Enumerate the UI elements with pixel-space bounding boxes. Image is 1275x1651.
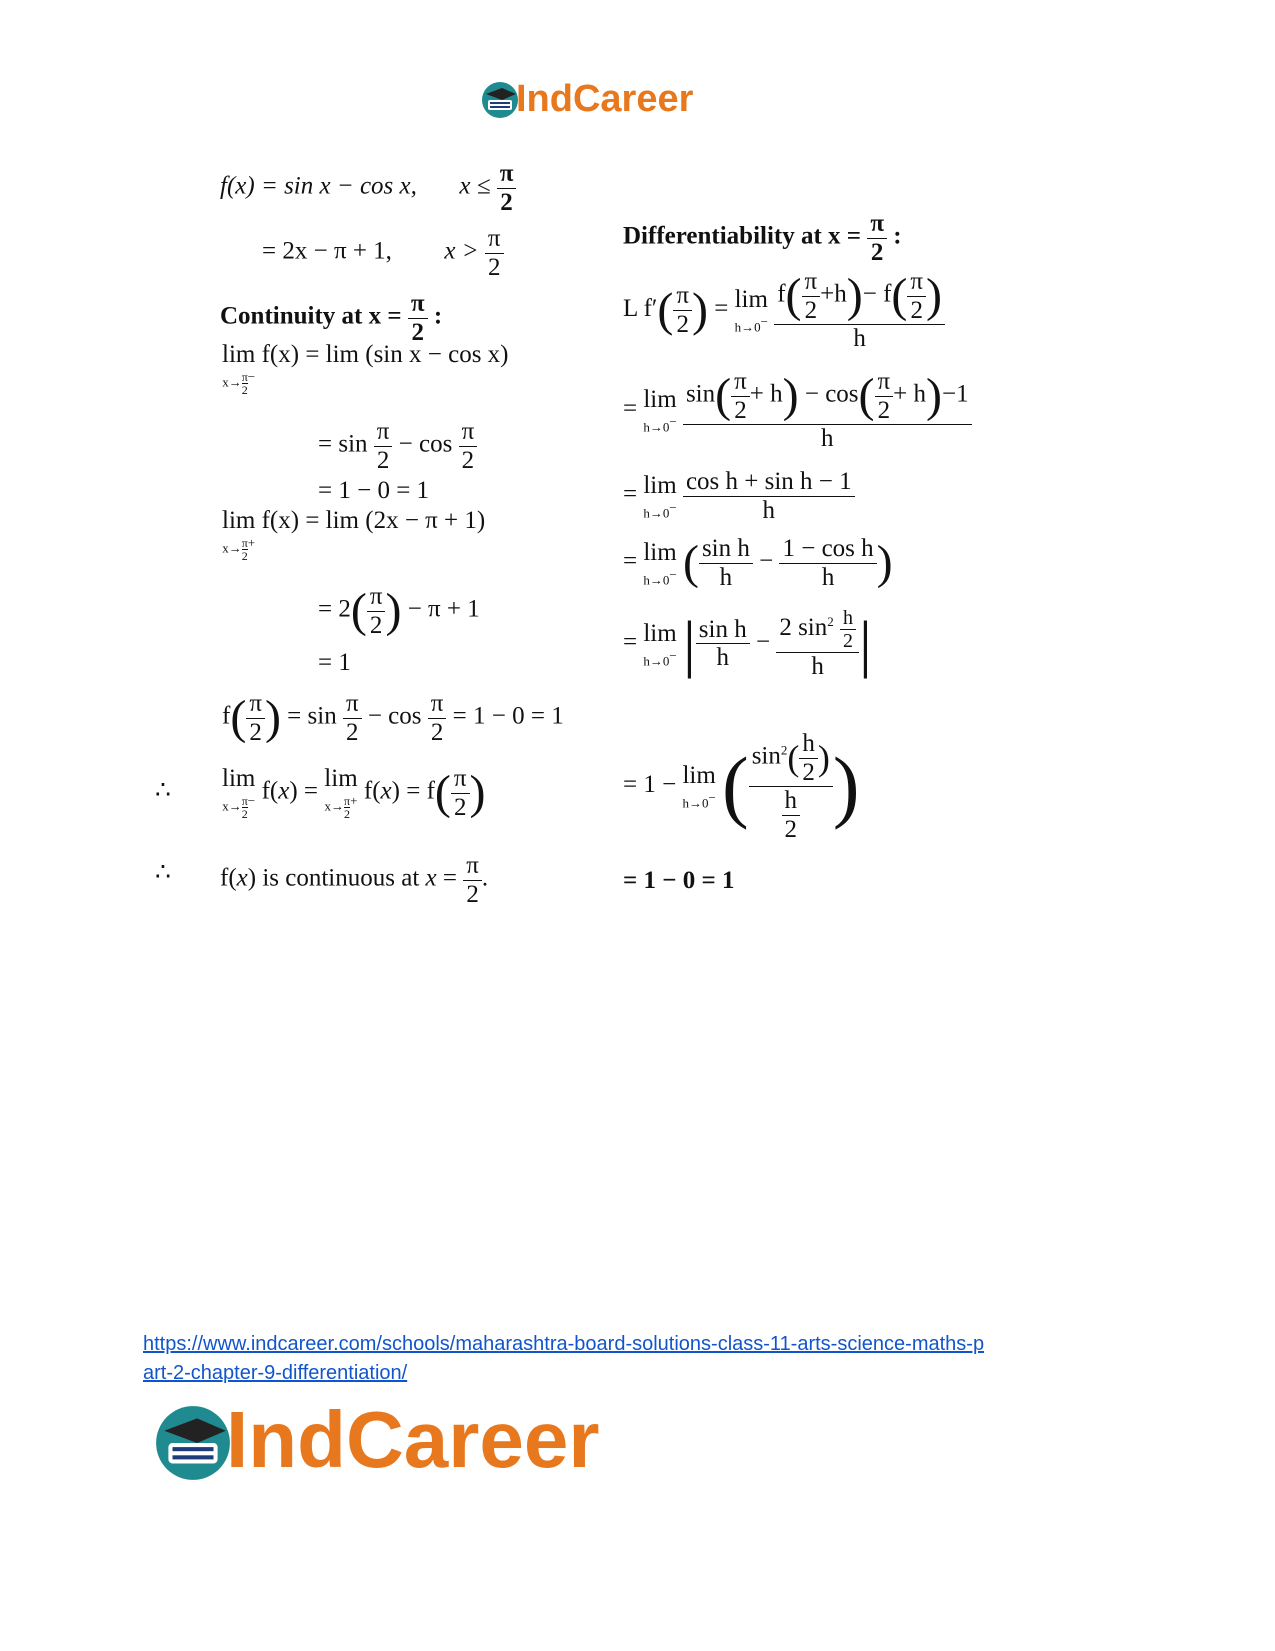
footer-brand-text: IndCareer [226,1395,600,1484]
lhl-step-2: = 1 − 0 = 1 [318,477,430,504]
lhl-step-1: = sin $\frac{\pi}{2}$ − cos $\frac{\pi}{2}$ [318,418,477,474]
continuity-conclusion: f(x) is continuous at x = $\frac{\pi}{2}$ . [220,852,489,908]
therefore-symbol-1: ∴ [155,777,171,804]
rhl-step-1: = 2( $\frac{\pi}{2}$ ) − π + 1 [318,583,480,639]
derivative-step-4: = lim h→0− | $\frac{\text{sin h}}{h}$ − 2 $\sin^2$ $\frac{h}{2}$ h | [623,607,872,680]
source-url-line-1[interactable]: https://www.indcareer.com/schools/maharashtra-board-solutions-class-11-arts-science-maths-p [143,1333,985,1355]
derivative-step-5: = 1 − lim h→0− ( $\sin^2$( $\frac{h}{2}$ ) $\frac{h}{2}$ ) [623,730,860,843]
derivative-step-3: = lim h→0− ( $\frac{\text{sin h}}{h}$ − $\frac{\text{1 − cos h}}{h}$ ) [623,535,893,591]
definition-line-2: = 2x − π + 1, x > $\frac{\pi}{2}$ [262,225,504,281]
left-derivative-definition: L f′( $\frac{\pi}{2}$ ) = lim h→0− f( $\frac{\pi}{2}$ +h)− f( $\frac{\pi}{2}$ ) h [623,268,945,353]
right-hand-limit: lim x→ $\frac{\pi}{2}$ + f(x) = lim (2x − π + 1) [222,507,486,563]
limits-equal: lim x→ $\frac{\pi}{2}$ − f(x) = lim x→ $\frac{\pi}{2}$ + f(x) = f( $\frac{\pi}{2}$ ) [222,765,486,821]
footer-logo [152,1395,672,1488]
source-url-line-2[interactable]: art-2-chapter-9-differentiation/ [143,1362,408,1384]
graduation-book-icon [152,1402,234,1484]
graduation-book-icon [480,80,520,120]
differentiability-heading: Differentiability at x = $\frac{\pi}{2}$ : [623,210,902,266]
rhl-step-2: = 1 [318,649,351,676]
function-value: f( $\frac{\pi}{2}$ ) = sin $\frac{\pi}{2}$ − cos $\frac{\pi}{2}$ = 1 − 0 = 1 [222,690,564,746]
source-url-link[interactable] [143,1330,1143,1388]
left-hand-limit: lim x→ $\frac{\pi}{2}$ − f(x) = lim (sin x − cos x) [222,341,509,397]
derivative-step-2: = lim h→0− $\frac{\text{cos h + sin h − 1}}{h}$ [623,468,855,524]
therefore-symbol-2: ∴ [155,859,171,886]
header-brand-text: IndCareer [516,78,694,120]
definition-line-1: f(x) = sin x − cos x, x ≤ $\frac{\pi}{2}$ [220,160,516,216]
derivative-step-1: = lim h→0− sin( $\frac{\pi}{2}$ + h) − cos( $\frac{\pi}{2}$ + h)−1 h [623,368,972,453]
continuity-heading: Continuity at x = $\frac{\pi}{2}$ : [220,290,443,346]
derivative-result: = 1 − 0 = 1 [623,867,735,894]
